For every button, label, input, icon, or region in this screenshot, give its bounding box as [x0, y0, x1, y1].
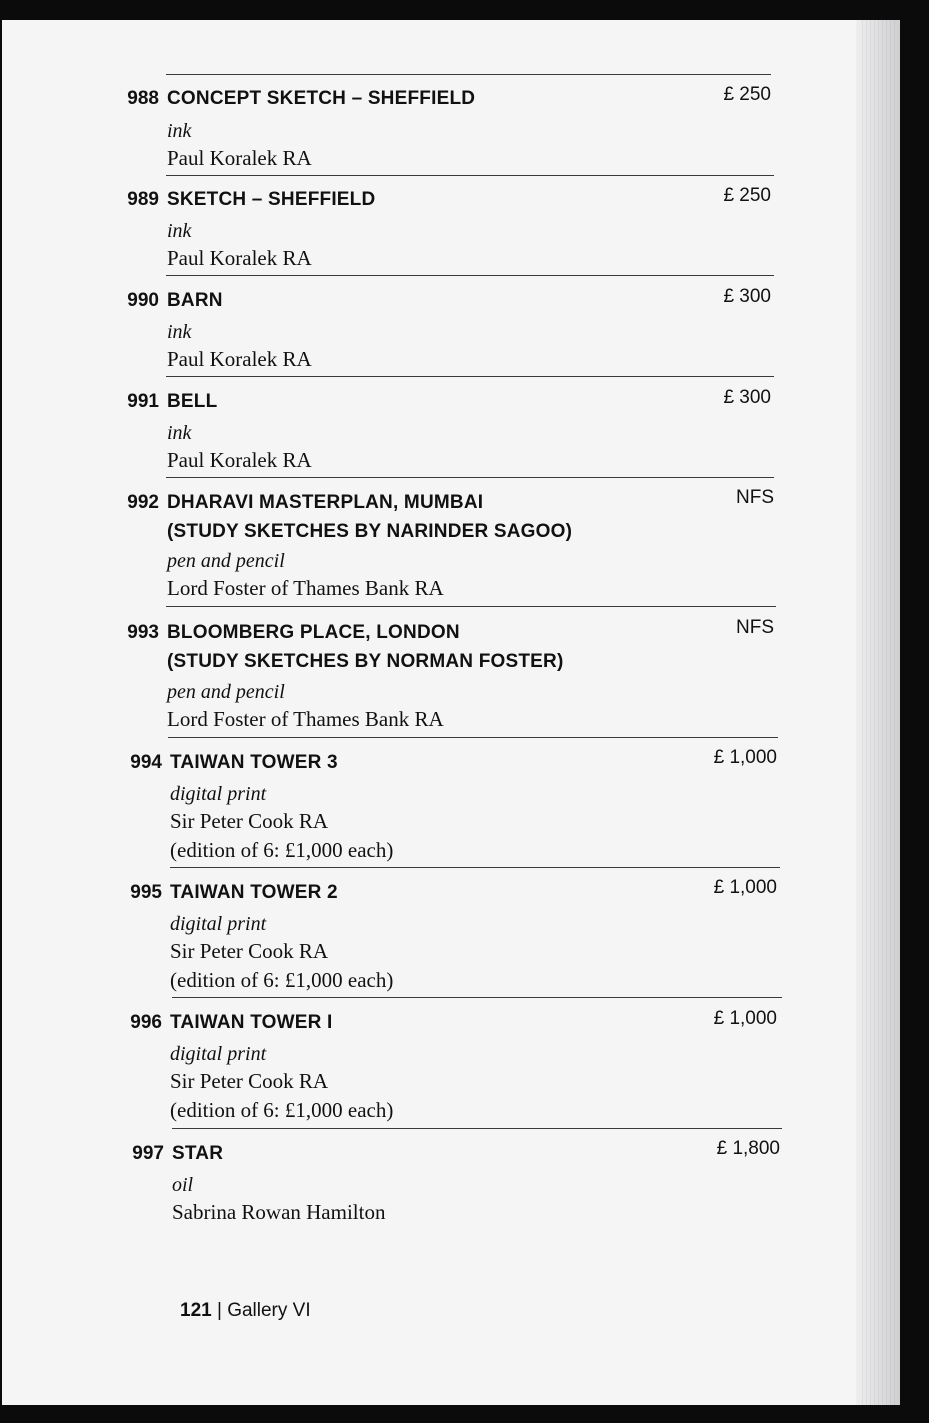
lot-title: STAR — [172, 1143, 224, 1164]
lot-price: £ 1,000 — [713, 877, 777, 898]
lot-number: 996 — [130, 1012, 162, 1033]
lot-title: (STUDY SKETCHES BY NORMAN FOSTER) — [167, 651, 564, 672]
lot-medium: digital print — [170, 783, 267, 805]
lot-edition: (edition of 6: £1,000 each) — [170, 968, 394, 992]
lot-title: TAIWAN TOWER 2 — [170, 882, 338, 903]
lot-artist: Paul Koralek RA — [167, 146, 312, 170]
lot-artist: Lord Foster of Thames Bank RA — [167, 576, 444, 600]
lot-divider — [166, 477, 774, 478]
lot-divider — [170, 867, 780, 868]
lot-edition: (edition of 6: £1,000 each) — [170, 838, 394, 862]
lot-number: 993 — [127, 622, 159, 643]
lot-medium: digital print — [170, 913, 267, 935]
lot-title: (STUDY SKETCHES BY NARINDER SAGOO) — [167, 521, 573, 542]
lot-medium: ink — [167, 220, 192, 242]
lot-title: TAIWAN TOWER 3 — [170, 752, 338, 773]
lot-number: 997 — [132, 1143, 164, 1164]
lot-medium: ink — [167, 120, 192, 142]
lot-number: 990 — [127, 290, 159, 311]
lot-artist: Paul Koralek RA — [167, 246, 312, 270]
lot-divider — [166, 175, 774, 176]
lot-divider — [166, 606, 776, 607]
lot-artist: Sir Peter Cook RA — [170, 939, 329, 963]
lot-title: DHARAVI MASTERPLAN, MUMBAI — [167, 492, 484, 513]
lot-title: BLOOMBERG PLACE, LONDON — [167, 622, 460, 643]
catalogue-page — [2, 20, 898, 1405]
lot-number: 995 — [130, 882, 162, 903]
lot-medium: pen and pencil — [167, 550, 285, 572]
lot-edition: (edition of 6: £1,000 each) — [170, 1098, 394, 1122]
lot-artist: Sabrina Rowan Hamilton — [172, 1200, 386, 1224]
lot-price: £ 300 — [723, 387, 771, 408]
lot-artist: Paul Koralek RA — [167, 448, 312, 472]
lot-medium: ink — [167, 422, 192, 444]
lot-number: 994 — [130, 752, 162, 773]
lot-divider — [168, 737, 778, 738]
lot-artist: Sir Peter Cook RA — [170, 809, 329, 833]
lot-price: £ 250 — [723, 84, 771, 105]
lot-price: £ 1,000 — [713, 747, 777, 768]
lot-price: £ 1,000 — [713, 1008, 777, 1029]
lot-number: 991 — [127, 391, 159, 412]
lot-price: £ 300 — [723, 286, 771, 307]
lot-title: BELL — [167, 391, 218, 412]
lot-price: £ 1,800 — [716, 1138, 780, 1159]
lot-divider — [166, 376, 774, 377]
section-name: Gallery VI — [227, 1300, 311, 1321]
lot-title: SKETCH – SHEFFIELD — [167, 189, 376, 210]
lot-divider — [166, 275, 774, 276]
lot-divider — [166, 74, 771, 75]
page-edge-lines — [862, 20, 898, 1405]
page-number: 121 — [180, 1300, 212, 1321]
lot-title: CONCEPT SKETCH – SHEFFIELD — [167, 88, 476, 109]
lot-artist: Sir Peter Cook RA — [170, 1069, 329, 1093]
page-footer — [180, 1300, 311, 1322]
lot-number: 989 — [127, 189, 159, 210]
lot-title: TAIWAN TOWER I — [170, 1012, 333, 1033]
lot-number: 988 — [127, 88, 159, 109]
lot-divider — [172, 997, 782, 998]
lot-number: 992 — [127, 492, 159, 513]
lot-price: NFS — [736, 487, 774, 508]
footer-separator: | — [216, 1300, 222, 1321]
lot-price: £ 250 — [723, 185, 771, 206]
lot-price: NFS — [736, 617, 774, 638]
lot-divider — [172, 1128, 782, 1129]
lot-title: BARN — [167, 290, 223, 311]
lot-artist: Paul Koralek RA — [167, 347, 312, 371]
lot-medium: digital print — [170, 1043, 267, 1065]
lot-medium: ink — [167, 321, 192, 343]
lot-medium: oil — [172, 1174, 194, 1196]
lot-artist: Lord Foster of Thames Bank RA — [167, 707, 444, 731]
lot-medium: pen and pencil — [167, 681, 285, 703]
